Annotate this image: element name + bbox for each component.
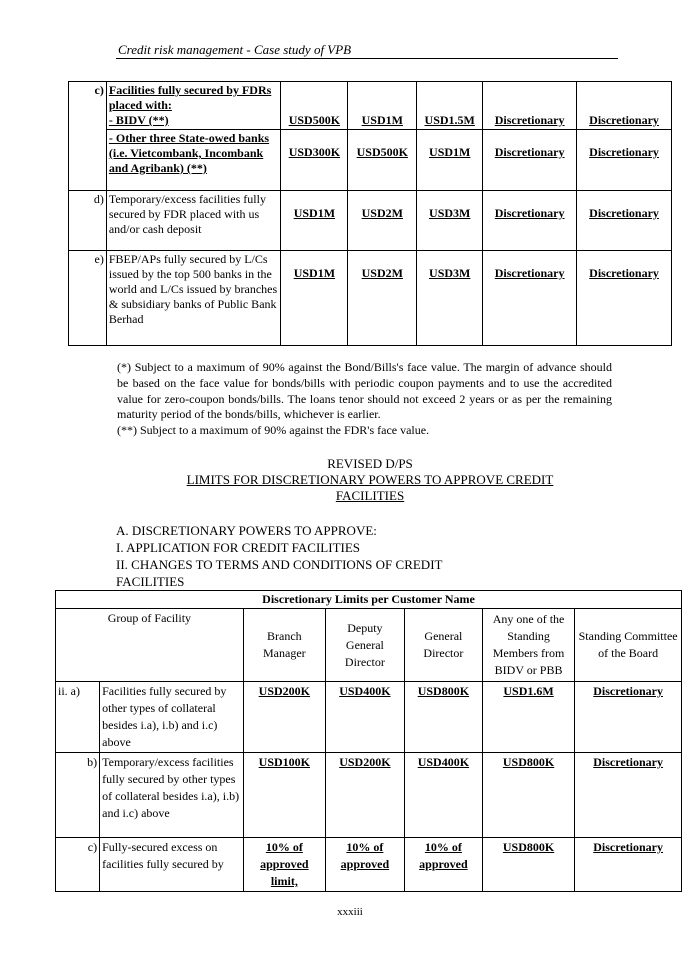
limit-cell: USD200K (325, 753, 404, 838)
facility-description: Fully-secured excess on facilities fully secured by (100, 838, 244, 892)
limit-cell: Discretionary (575, 838, 682, 892)
table-title: Discretionary Limits per Customer Name (56, 591, 682, 609)
limit-cell: Discretionary (483, 191, 577, 251)
limit-cell: 10% of approved (325, 838, 404, 892)
running-header: Credit risk management - Case study of VPB (118, 42, 352, 57)
limit-cell: USD1.6M (482, 682, 574, 753)
facility-description: Temporary/excess facilities fully secured by FDR placed with us and/or cash deposit (106, 191, 281, 251)
limit-cell: Discretionary (575, 753, 682, 838)
limit-cell: Discretionary (575, 682, 682, 753)
discretionary-limits-table (55, 590, 682, 892)
column-header: Group of Facility (56, 609, 244, 682)
table-row (69, 251, 672, 346)
section-ii-heading (116, 556, 442, 590)
row-label: ii. a) (56, 682, 100, 753)
limit-cell: USD300K (281, 130, 348, 191)
row-label: e) (69, 251, 107, 346)
page-number: xxxiii (337, 906, 363, 918)
column-header: Any one of the Standing Members from BIDV or PBB (482, 609, 574, 682)
limit-cell: USD3M (417, 191, 483, 251)
limit-cell: USD1M (348, 82, 417, 130)
facility-sub-other-banks: - Other three State-owed banks (i.e. Vietcombank, Incombank and Agribank) (**) (106, 130, 281, 191)
table-row (56, 753, 682, 838)
limit-cell: Discretionary (577, 82, 672, 130)
limit-cell: USD1M (281, 251, 348, 346)
limit-cell: USD800K (404, 682, 482, 753)
column-header: Deputy General Director (325, 609, 404, 682)
table-row (69, 82, 672, 130)
limit-cell: USD800K (482, 838, 574, 892)
limit-cell: Discretionary (483, 82, 577, 130)
limit-cell: USD400K (325, 682, 404, 753)
row-label: c) (56, 838, 100, 892)
section-i-heading: I. APPLICATION FOR CREDIT FACILITIES (116, 540, 361, 555)
column-header: General Director (404, 609, 482, 682)
table-row (56, 838, 682, 892)
facility-description (106, 82, 281, 130)
footnote-bond-bills: (*) Subject to a maximum of 90% against the Bond/Bills's face value. The margin of advance should be based on the face value for bonds/bills with periodic coupon payments and to use the accredited value for zero-coupon bonds/bills. The loans tenor should not exceed 2 years or as per the remaining maturity period of the bonds/bills, whichever is earlier. (117, 360, 612, 422)
facility-sub-bidv: - BIDV (**) (108, 113, 169, 127)
section-ii-line1: II. CHANGES TO TERMS AND CONDITIONS OF CREDIT (116, 557, 443, 572)
limits-heading (68, 472, 672, 504)
facility-description: Facilities fully secured by other types of collateral besides i.a), i.b) and i.c) above (100, 682, 244, 753)
header-rule (116, 58, 618, 59)
table-row (69, 130, 672, 191)
limits-heading-line1: LIMITS FOR DISCRETIONARY POWERS TO APPROVE CREDIT (186, 472, 554, 487)
limit-cell: Discretionary (483, 251, 577, 346)
limit-cell: USD500K (348, 130, 417, 191)
table-header-row (56, 609, 682, 682)
facility-description: FBEP/APs fully secured by L/Cs issued by the top 500 banks in the world and L/Cs issued by branches & subsidiary banks of Public Bank Berhad (106, 251, 281, 346)
limit-cell: USD1.5M (417, 82, 483, 130)
limit-cell: 10% of approved (404, 838, 482, 892)
footnotes (117, 360, 612, 439)
table-row (56, 682, 682, 753)
footnote-fdr: (**) Subject to a maximum of 90% against the FDR's face value. (117, 423, 430, 438)
section-ii-line2: FACILITIES (116, 574, 185, 589)
limit-cell: USD2M (348, 191, 417, 251)
table-title-row (56, 591, 682, 609)
limit-cell: USD1M (281, 191, 348, 251)
section-a-heading: A. DISCRETIONARY POWERS TO APPROVE: (116, 523, 377, 538)
facility-heading: Facilities fully secured by FDRs placed with: (108, 83, 272, 112)
limit-cell: USD2M (348, 251, 417, 346)
limit-cell: 10% of approved limit, (243, 838, 325, 892)
table-row (69, 191, 672, 251)
limits-heading-line2: FACILITIES (335, 488, 405, 503)
row-label: c) (69, 82, 107, 191)
limits-table-continued (68, 81, 672, 346)
limit-cell: Discretionary (577, 251, 672, 346)
limit-cell: Discretionary (483, 130, 577, 191)
column-header: Standing Committee of the Board (575, 609, 682, 682)
facility-description: Temporary/excess facilities fully secured by other types of collateral besides i.a), i.b) and i.c) above (100, 753, 244, 838)
limit-cell: USD3M (417, 251, 483, 346)
limit-cell: USD400K (404, 753, 482, 838)
limit-cell: USD100K (243, 753, 325, 838)
limit-cell: Discretionary (577, 130, 672, 191)
limit-cell: Discretionary (577, 191, 672, 251)
column-header: Branch Manager (243, 609, 325, 682)
limit-cell: USD500K (281, 82, 348, 130)
row-label: b) (56, 753, 100, 838)
revised-dps-heading: REVISED D/PS (327, 456, 413, 471)
row-label: d) (69, 191, 107, 251)
limit-cell: USD800K (482, 753, 574, 838)
limit-cell: USD200K (243, 682, 325, 753)
limit-cell: USD1M (417, 130, 483, 191)
